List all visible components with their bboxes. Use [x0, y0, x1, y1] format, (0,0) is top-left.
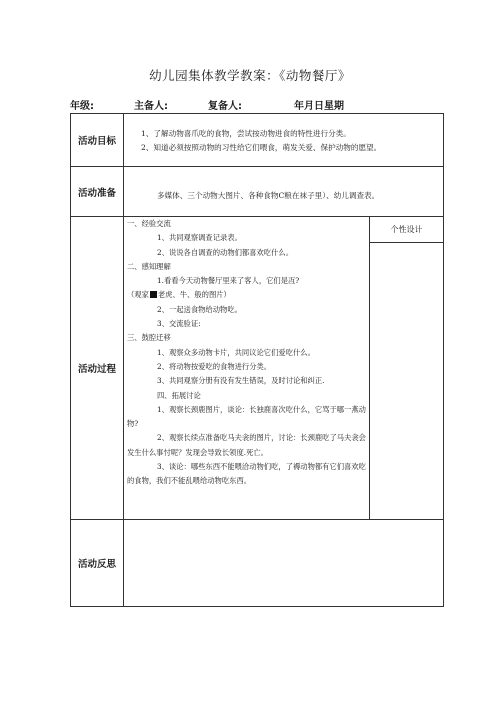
goal-line: 2、知道必须按照动物的习性给它们喂食，萌发关爱、保护动物的愿望。 — [141, 143, 382, 152]
prep-content — [124, 167, 444, 217]
personal-design-header: 个性设计 — [370, 217, 443, 243]
process-line — [127, 317, 367, 331]
process-line — [127, 231, 367, 245]
row-goal — [71, 114, 444, 167]
process-line — [127, 374, 367, 388]
reflect-label: 活动反思 — [71, 520, 124, 607]
process-line-text: 一、经验交流 — [127, 219, 171, 228]
process-line — [127, 303, 367, 317]
process-line-text: 1、观察众多动物卡片，共同议论它们爱吃什么。 — [157, 347, 315, 357]
process-line-text: 1.看看今天动物餐厅里来了客人，它们是冱? — [157, 276, 300, 286]
date-label: 年月日星期 — [294, 101, 344, 112]
backup-preparer-label: 复备人: — [208, 101, 242, 112]
process-line-text: 3、共同观察分册有没有发生错误，及时讨论和纠正. — [157, 376, 325, 386]
process-line — [127, 331, 367, 345]
process-line — [127, 274, 367, 288]
process-line — [127, 217, 367, 231]
prep-text: 多媒体、三个动物大图片、各种食物C粮在袜子里）、幼儿调查表。 — [157, 191, 380, 201]
process-line — [127, 346, 367, 360]
meta-row — [0, 97, 500, 113]
process-line-text: 2、说说各自调查的动物们都喜欢吃什么。 — [157, 247, 293, 257]
process-line-text: 二、感知理解 — [127, 261, 171, 271]
goal-line: 1、了解动物喜爪吃的食物，尝试按动物进食的特性进行分类。 — [141, 128, 351, 138]
personal-design-column — [370, 217, 443, 519]
process-line — [127, 246, 367, 260]
process-cell — [124, 217, 444, 520]
process-line-text: 2、一起送食物给动物吃。 — [157, 304, 242, 314]
process-line-text: （观家 — [127, 290, 149, 300]
process-line-text: 三、鼓腔迁移 — [127, 333, 171, 343]
process-line-text: 四、拓展讨论 — [157, 390, 201, 400]
process-line-text: 1、观察长颈鹿图片，谈论：长独鹿喜次吃什么，它骂于哪一燕动物? — [127, 404, 366, 429]
lesson-plan-table — [70, 113, 444, 607]
process-line — [127, 260, 367, 274]
process-line-text: 3、交流验证: — [157, 319, 201, 329]
process-steps — [124, 217, 370, 519]
redaction-block-icon — [150, 291, 157, 298]
goal-content — [124, 114, 444, 167]
page-title: 幼儿园集体教学教案：《动物餐厅》 — [149, 68, 351, 83]
process-line — [127, 389, 367, 403]
row-prep — [71, 167, 444, 217]
process-line-text: 2、观察长续点准备吃马夫衾的图片，讨论：长颈鹿吃了马夫衾会发生什么事忖呢？发现会导致长领度.死亡。 — [127, 433, 366, 457]
process-line-text: 1、共同观察调查记录表。 — [157, 233, 242, 243]
process-line — [127, 431, 367, 460]
reflect-content[interactable] — [124, 520, 444, 607]
process-line — [127, 360, 367, 374]
goal-label: 活动目标 — [71, 114, 124, 167]
process-line-text: 2、将动物按爱吃的食物进行分类。 — [157, 361, 272, 371]
row-process — [71, 217, 444, 520]
process-line-text: 老虎、牛、般的图片） — [157, 290, 231, 300]
row-reflect — [71, 520, 444, 607]
grade-label: 年级: — [70, 101, 94, 112]
prep-label: 活动准备 — [71, 167, 124, 217]
process-line — [127, 288, 367, 302]
process-line — [127, 460, 367, 489]
process-label: 活动过程 — [71, 217, 124, 520]
lead-preparer-label: 主备人: — [134, 101, 168, 112]
process-line-text: 3、谈论：哪些东西不能喂洽动物们吃，了褥动物都有它们喜欢吃的食物，我们不能乱喂给动物吃东西。 — [127, 462, 366, 486]
process-line — [127, 403, 367, 432]
